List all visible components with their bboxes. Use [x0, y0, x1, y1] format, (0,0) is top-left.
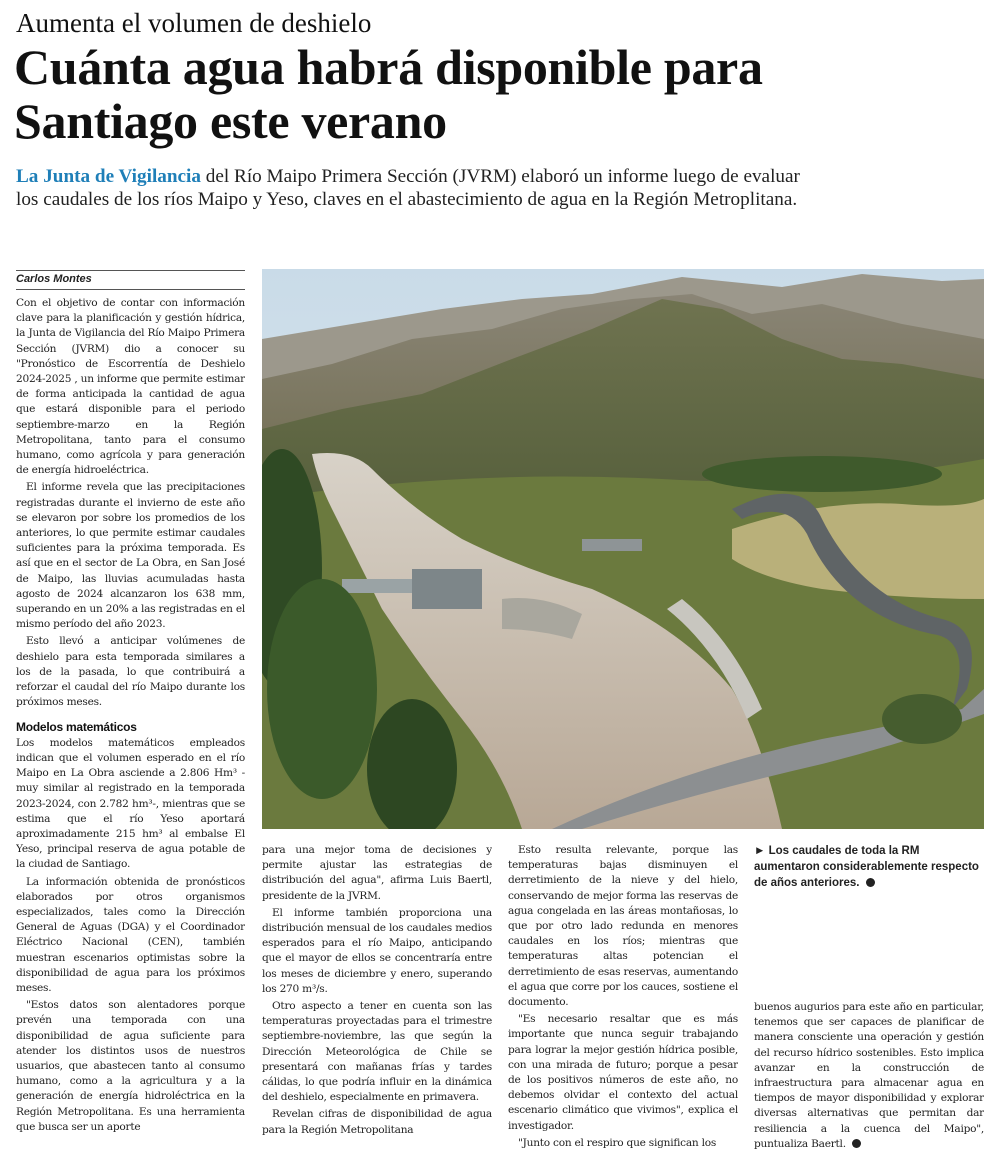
body-paragraph — [754, 1000, 984, 1150]
trees-right — [882, 694, 962, 744]
trees-left-2 — [267, 579, 377, 799]
body-paragraph: "Estos datos son alentadores porque prevén una temporada con una disponibilidad de agua suficiente para atender los distintos usos de nuestros usuarios, que abastecen tanto al consumo humano, como a la agricultura y a la generación de energía hidroléctrica en la Región Metropolitana. Es una herramienta que busca ser un aporte — [16, 999, 245, 1133]
body-paragraph: El informe también proporciona una distribución mensual de los caudales medios esperados para el río Maipo, anticipando que el mayor de ellos se concentraría entre los meses de diciembre y enero, superando los 270 m³/s. — [262, 906, 492, 995]
river-photo — [262, 269, 984, 829]
lead-text: del Río Maipo Primera Sección (JVRM) elaboró un informe luego de evaluar los caudales de los ríos Maipo y Yeso, claves en el abastecimiento de agua en la Región Metroplitana. — [16, 166, 800, 210]
subhead: Modelos matemáticos — [16, 720, 137, 735]
byline: Carlos Montes — [16, 270, 245, 290]
lead-highlight: La Junta de Vigilancia — [16, 166, 201, 187]
body-paragraph: El informe revela que las precipitaciones registradas durante el invierno de este año se elevaron por sobre los promedios de los anteriores, lo que permite estimar caudales suficientes para la próxima temporada. Es así que en el sector de La Obra, en San José de Maipo, las lluvias acumuladas hasta agosto de 2024 alcanzaron los 638 mm, superando en un 20% a las registradas en el mismo período del año 2023. — [16, 481, 245, 631]
weir — [582, 539, 642, 551]
column-2 — [262, 843, 492, 1148]
body-paragraph: Los modelos matemáticos empleados indican que el volumen esperado en el río Maipo en La Obra asciende a 2.806 Hm³ -muy similar al registrado en la temporada 2023-2024, con 2.782 hm³-, mientras que se estima que el río Yeso aportará aproximadamente 215 hm³ al embalse El Yeso, principal reserva de agua potable de la ciudad de Santiago. — [16, 736, 245, 871]
body-paragraph: "Es necesario resaltar que es más importante que nunca seguir trabajando para lograr la mejor gestión hídrica posible, con una mirada de futuro; porque a pesar de los positivos números de este año, no debemos olvidar el contexto del actual escenario climático que vivimos", explica el investigador. — [508, 1013, 738, 1132]
end-mark-icon — [852, 1139, 861, 1148]
column-3 — [508, 843, 738, 1148]
lead-paragraph — [16, 165, 816, 211]
body-paragraph: Revelan cifras de disponibilidad de agua para la Región Metropolitana — [262, 1108, 492, 1136]
body-paragraph: La información obtenida de pronósticos elaborados por otros organismos especializados, tales como la Dirección General de Aguas (DGA) y el Coordinador Eléctrico Nacional (CEN), también muestran escenarios optimistas sobre la disponibilidad de agua para los próximos meses. — [16, 875, 245, 994]
end-mark-icon — [866, 878, 875, 887]
caption-text: Los caudales de toda la RM aumentaron considerablemente respecto de años anteriores. — [754, 845, 979, 889]
body-paragraph: "Junto con el respiro que significan los — [518, 1136, 717, 1148]
column-4 — [754, 1000, 984, 1150]
body-paragraph: para una mejor toma de decisiones y permite ajustar las estrategias de distribución del agua", afirma Luis Baertl, presidente de la JVRM. — [262, 844, 492, 902]
photo-caption: ► Los caudales de toda la RM aumentaron considerablemente respecto de años anteriores. — [754, 845, 979, 889]
aerial-river-illustration — [262, 269, 984, 829]
headline: Cuánta agua habrá disponible para Santiago este verano — [14, 39, 763, 149]
trees-mid — [702, 456, 942, 492]
kicker: Aumenta el volumen de deshielo — [16, 8, 372, 38]
intake-structure — [412, 569, 482, 609]
body-paragraph: Esto llevó a anticipar volúmenes de deshielo para esta temporada similares a los de la pasada, lo que contribuirá a reforzar el caudal del río Maipo durante los próximos meses. — [16, 635, 245, 709]
col4-text: buenos augurios para este año en particular, tenemos que ser capaces de planificar de manera consciente una operación y gestión del recurso hídrico sostenibles. Esto implica avanzar en la construcción de infraestructura para almacenar agua en tiempos de mayor disponibilidad y explorar diversas alternativas que permitan dar resiliencia a la cuenca del Maipo", puntualiza Baertl. — [754, 1001, 984, 1150]
body-paragraph: Otro aspecto a tener en cuenta son las temperaturas proyectadas para el trimestre septiembre-noviembre, las que según la Dirección Meteorológica de Chile se presentará con mañanas frías y tardes cálidas, lo que podría influir en la dinámica del deshielo, especialmente en primavera. — [262, 1000, 492, 1104]
body-paragraph: Esto resulta relevante, porque las temperaturas bajas disminuyen el derretimiento de la nieve y del hielo, conservando de mejor forma las reservas de agua congelada en las áreas montañosas, lo que por otro lado redunda en menores caudales en los ríos; mientras que temperaturas altas potencian el derretimiento de esas reservas, aumentando el agua que corre por los cauces, sostiene el documento. — [508, 844, 738, 1009]
column-1 — [16, 296, 245, 1154]
body-paragraph: Con el objetivo de contar con información clave para la planificación y gestión hídrica, la Junta de Vigilancia del Río Maipo Primera Sección (JVRM) dio a conocer su "Pronóstico de Escorrentía de Deshielo 2024-2025 , un informe que permite estimar de forma anticipada la cantidad de agua que estará disponible para el periodo septiembre-marzo en la Región Metropolitana, tanto para el consumo humano, como agrícola y para generación de energía hidroeléctrica. — [16, 297, 245, 477]
